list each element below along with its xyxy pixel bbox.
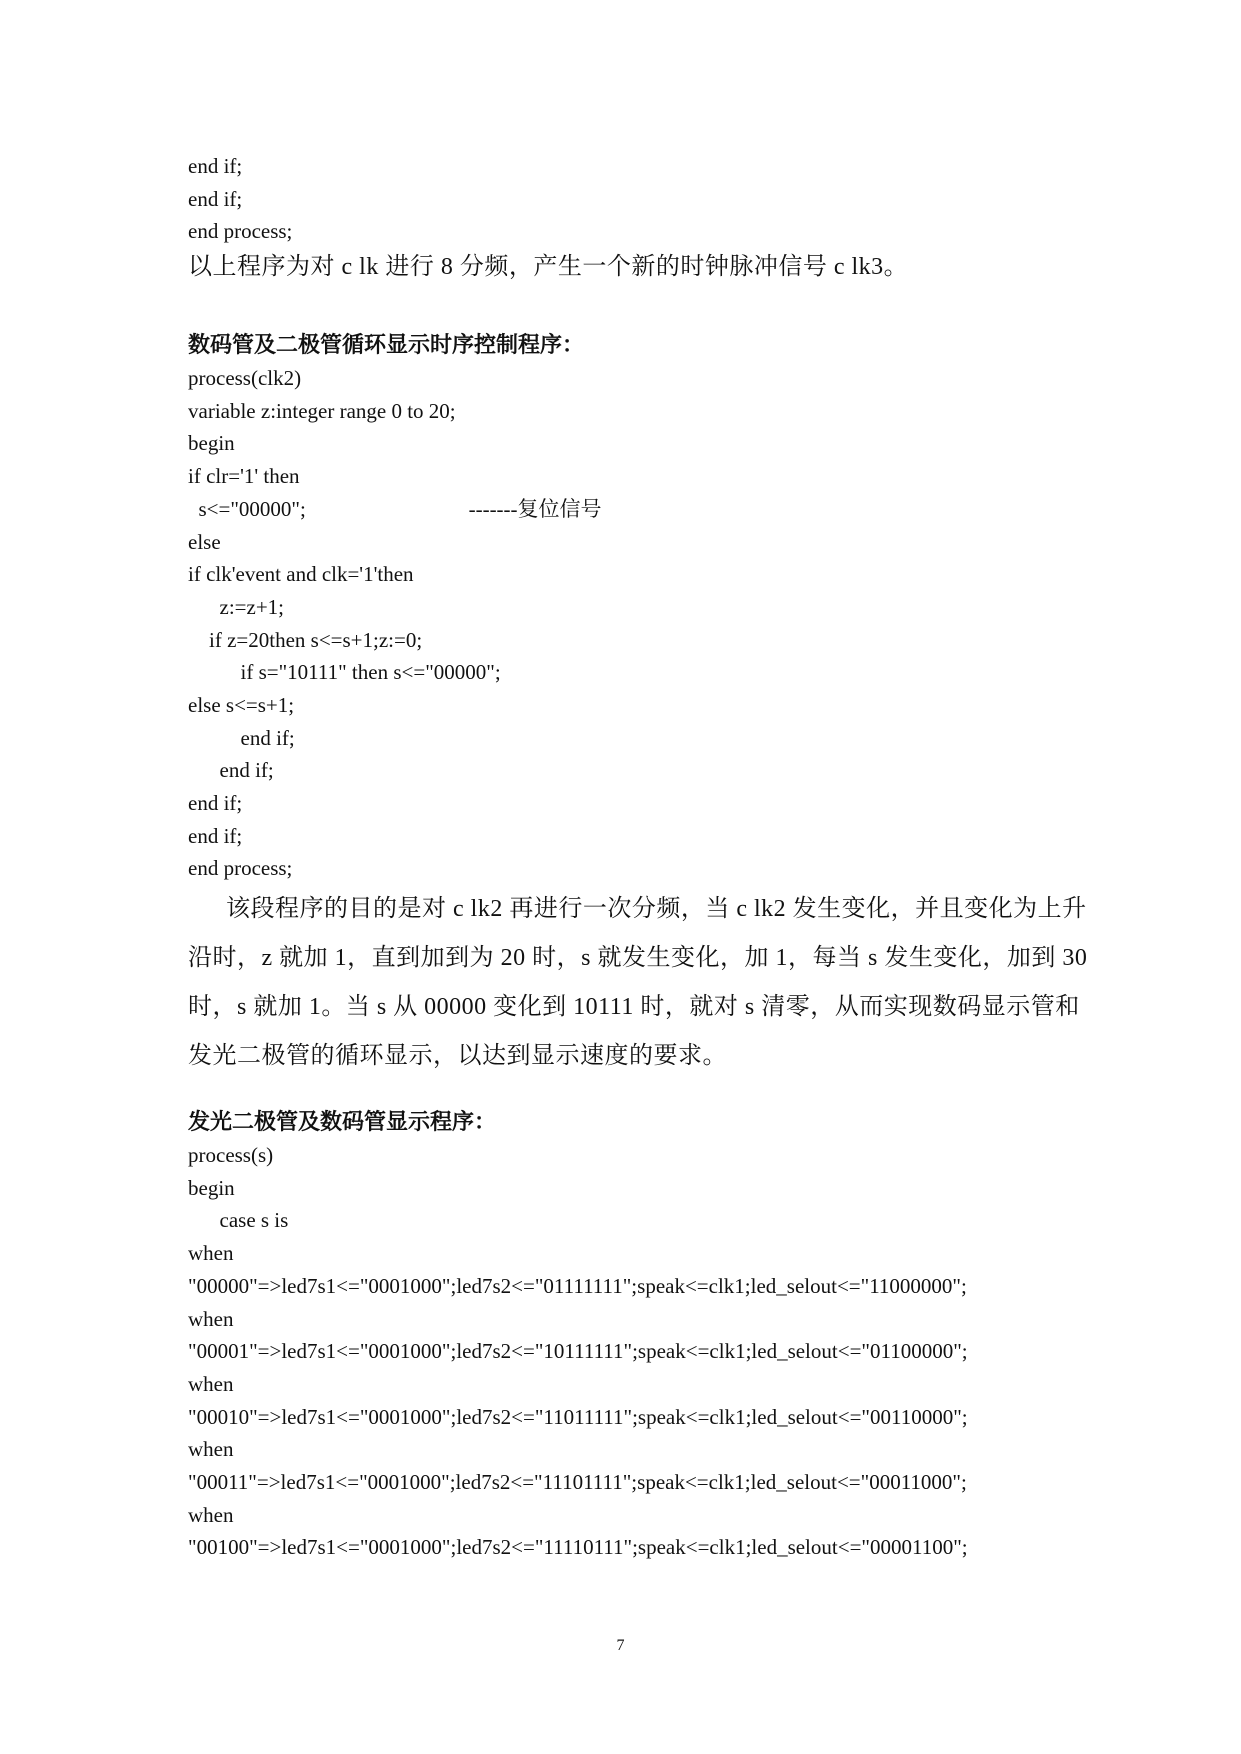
code-line: end if; bbox=[188, 791, 243, 815]
code-block-3 bbox=[188, 1139, 1088, 1564]
code-line: "00100"=>led7s1<="0001000";led7s2<="11110111";speak<=clk1;led_selout<="00001100"; bbox=[188, 1535, 968, 1560]
code-line: "00000"=>led7s1<="0001000";led7s2<="01111111";speak<=clk1;led_selout<="11000000"; bbox=[188, 1273, 967, 1298]
code-line: if clr='1' then bbox=[188, 464, 300, 489]
code-line: when bbox=[188, 1306, 234, 1331]
section2-heading: 数码管及二极管循环显示时序控制程序： bbox=[188, 333, 585, 359]
code-line: when bbox=[188, 1437, 234, 1462]
page-number: 7 bbox=[616, 1637, 625, 1654]
code-line: else bbox=[188, 529, 221, 554]
code-line: end if; bbox=[188, 758, 274, 783]
code-line: end process; bbox=[188, 856, 293, 881]
section3-heading: 发光二极管及数码管显示程序： bbox=[188, 1110, 497, 1136]
code-block-2 bbox=[188, 362, 1088, 885]
code-line: s<="00000"; -------复位信号 bbox=[188, 496, 602, 521]
code-line: process(s) bbox=[188, 1143, 274, 1168]
code-line: "00001"=>led7s1<="0001000";led7s2<="10111111";speak<=clk1;led_selout<="01100000"; bbox=[188, 1339, 968, 1364]
block1-note: 以上程序为对 c lk 进行 8 分频，产生一个新的时钟脉冲信号 c lk3。 bbox=[188, 254, 909, 281]
code-block-1 bbox=[188, 150, 1088, 248]
code-line: end process; bbox=[188, 219, 293, 244]
code-line: when bbox=[188, 1371, 234, 1396]
code-line: process(clk2) bbox=[188, 366, 302, 391]
code-line: end if; bbox=[188, 186, 243, 211]
spacer bbox=[188, 1081, 1088, 1107]
code-line: end if; bbox=[188, 823, 243, 848]
code-line: "00011"=>led7s1<="0001000";led7s2<="11101111";speak<=clk1;led_selout<="00011000"; bbox=[188, 1469, 967, 1494]
code-line: if z=20then s<=s+1;z:=0; bbox=[188, 627, 423, 652]
code-line: "00010"=>led7s1<="0001000";led7s2<="11011111";speak<=clk1;led_selout<="00110000"; bbox=[188, 1404, 968, 1429]
code-line: z:=z+1; bbox=[188, 594, 284, 619]
code-line: begin bbox=[188, 431, 235, 456]
spacer bbox=[188, 286, 1088, 330]
section2-paragraph: 该段程序的目的是对 c lk2 再进行一次分频，当 c lk2 发生变化，并且变化为上升沿时，z 就加 1，直到加到为 20 时，s 就发生变化，加 1，每当 s 发生变化，加到 30 时，s 就加 1。当 s 从 00000 变化到 10111 时，就对 s 清零，从而实现数码显示管和发光二极管的循环显示，以达到显示速度的要求。 bbox=[188, 896, 1088, 1070]
page-content bbox=[188, 150, 1088, 1564]
code-line: if clk'event and clk='1'then bbox=[188, 562, 414, 587]
code-line: end if; bbox=[188, 725, 295, 750]
code-line: end if; bbox=[188, 154, 243, 178]
code-line: case s is bbox=[188, 1208, 289, 1233]
code-line: variable z:integer range 0 to 20; bbox=[188, 398, 456, 423]
code-line: if s="10111" then s<="00000"; bbox=[188, 660, 501, 685]
code-line: when bbox=[188, 1502, 234, 1527]
code-line: else s<=s+1; bbox=[188, 692, 295, 717]
code-line: when bbox=[188, 1241, 234, 1266]
code-line: begin bbox=[188, 1175, 235, 1200]
